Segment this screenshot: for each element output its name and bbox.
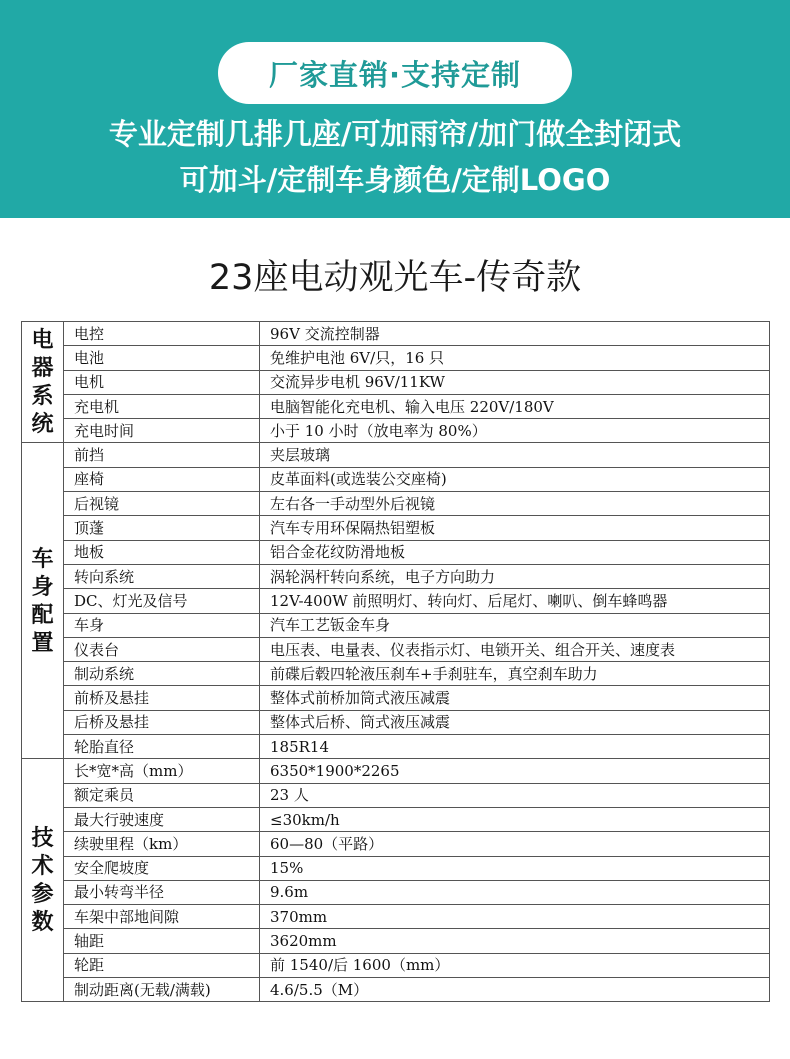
table-row [22,832,770,856]
spec-value: 小于 10 小时（放电率为 80%） [260,419,770,443]
spec-name: 制动距离(无载/满载) [64,978,260,1002]
table-row [22,637,770,661]
spec-name: 轮距 [64,953,260,977]
spec-name: 后桥及悬挂 [64,710,260,734]
spec-value: 汽车专用环保隔热铝塑板 [260,516,770,540]
spec-value: 左右各一手动型外后视镜 [260,492,770,516]
spec-name: 车架中部地间隙 [64,905,260,929]
spec-value: 铝合金花纹防滑地板 [260,540,770,564]
spec-name: 长*宽*高（mm） [64,759,260,783]
spec-name: 电池 [64,346,260,370]
table-row [22,443,770,467]
table-row [22,807,770,831]
table-row [22,370,770,394]
spec-value: 6350*1900*2265 [260,759,770,783]
spec-value: 交流异步电机 96V/11KW [260,370,770,394]
spec-value: 370mm [260,905,770,929]
table-row [22,419,770,443]
spec-value: 60—80（平路） [260,832,770,856]
spec-name: 额定乘员 [64,783,260,807]
spec-value: 前 1540/后 1600（mm） [260,953,770,977]
spec-name: 前桥及悬挂 [64,686,260,710]
table-row [22,467,770,491]
table-row [22,322,770,346]
spec-name: 电机 [64,370,260,394]
spec-value: 涡轮涡杆转向系统，电子方向助力 [260,564,770,588]
table-row [22,759,770,783]
badge-pill [218,42,572,104]
table-row [22,662,770,686]
section-label [22,759,64,1002]
spec-name: 充电时间 [64,419,260,443]
table-row [22,564,770,588]
spec-value: 汽车工艺钣金车身 [260,613,770,637]
spec-value: 前碟后毂四轮液压刹车+手刹驻车，真空刹车助力 [260,662,770,686]
spec-value: ≤30km/h [260,807,770,831]
table-row [22,346,770,370]
badge-text: 厂家直销·支持定制 [268,57,522,92]
section-label-text: 电器系统 [31,327,54,438]
spec-value: 4.6/5.5（M） [260,978,770,1002]
section-label-text: 技术参数 [31,825,54,936]
spec-value: 皮革面料(或选装公交座椅) [260,467,770,491]
table-row [22,953,770,977]
spec-name: 前挡 [64,443,260,467]
table-row [22,540,770,564]
table-row [22,880,770,904]
spec-name: 顶蓬 [64,516,260,540]
spec-value: 夹层玻璃 [260,443,770,467]
spec-name: 座椅 [64,467,260,491]
spec-name: 轮胎直径 [64,735,260,759]
table-row [22,978,770,1002]
slogan-line-2: 可加斗/定制车身颜色/定制LOGO [179,163,611,197]
slogan-line-1: 专业定制几排几座/可加雨帘/加门做全封闭式 [108,117,682,151]
spec-name: 地板 [64,540,260,564]
section-label-text: 车身配置 [31,545,54,656]
spec-value: 电压表、电量表、仪表指示灯、电锁开关、组合开关、速度表 [260,637,770,661]
spec-value: 免维护电池 6V/只，16 只 [260,346,770,370]
table-row [22,783,770,807]
spec-name: 充电机 [64,394,260,418]
spec-value: 12V-400W 前照明灯、转向灯、后尾灯、喇叭、倒车蜂鸣器 [260,589,770,613]
spec-name: 仪表台 [64,637,260,661]
table-row [22,929,770,953]
spec-name: 安全爬坡度 [64,856,260,880]
table-row [22,856,770,880]
spec-table [21,321,770,1002]
spec-value: 整体式后桥、筒式液压减震 [260,710,770,734]
table-row [22,516,770,540]
table-row [22,686,770,710]
spec-value: 185R14 [260,735,770,759]
spec-name: 续驶里程（km） [64,832,260,856]
spec-value: 23 人 [260,783,770,807]
table-row [22,589,770,613]
spec-name: 最小转弯半径 [64,880,260,904]
table-row [22,394,770,418]
section-label [22,443,64,759]
spec-name: 轴距 [64,929,260,953]
spec-value: 3620mm [260,929,770,953]
section-label [22,322,64,443]
spec-value: 9.6m [260,880,770,904]
spec-name: 后视镜 [64,492,260,516]
spec-value: 整体式前桥加筒式液压减震 [260,686,770,710]
spec-name: DC、灯光及信号 [64,589,260,613]
page-title: 23座电动观光车-传奇款 [208,258,582,298]
spec-value: 15% [260,856,770,880]
promo-banner [0,0,790,218]
table-row [22,613,770,637]
spec-name: 最大行驶速度 [64,807,260,831]
table-row [22,492,770,516]
spec-name: 车身 [64,613,260,637]
spec-name: 制动系统 [64,662,260,686]
spec-name: 转向系统 [64,564,260,588]
spec-value: 96V 交流控制器 [260,322,770,346]
table-row [22,710,770,734]
table-row [22,905,770,929]
spec-name: 电控 [64,322,260,346]
spec-value: 电脑智能化充电机、输入电压 220V/180V [260,394,770,418]
table-row [22,735,770,759]
